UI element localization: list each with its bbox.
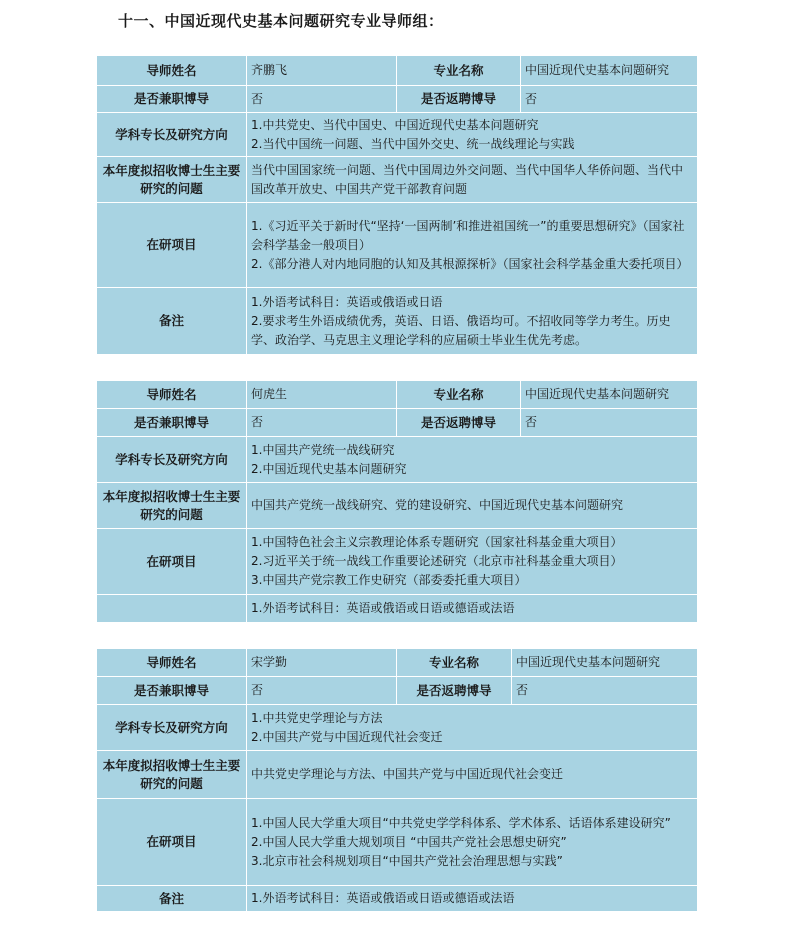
rehired-value: 否: [521, 409, 698, 437]
section-title: 十一、中国近现代史基本问题研究专业导师组：: [118, 12, 444, 30]
specialty-value: [247, 113, 698, 157]
mentor-table-1: [96, 55, 698, 355]
projects-value: [247, 203, 698, 288]
specialty-value: [247, 437, 698, 483]
specialty-line: 1.中共党史、当代中国史、中国近现代史基本问题研究: [251, 117, 539, 132]
project-line: 3.中国共产党宗教工作史研究（部委委托重大项目）: [251, 573, 527, 587]
mentor-table-3: [96, 648, 698, 912]
label-enroll: 本年度拟招收博士生主要研究的问题: [97, 751, 247, 799]
label-notes: 备注: [97, 886, 247, 912]
specialty-line: 1.中国共产党统一战线研究: [251, 442, 395, 457]
major-value: 中国近现代史基本问题研究: [512, 649, 698, 677]
enroll-line: 中共党史学理论与方法、中国共产党与中国近现代社会变迁: [251, 767, 564, 781]
enroll-line: 中国共产党统一战线研究、党的建设研究、中国近现代史基本问题研究: [251, 498, 624, 512]
enroll-line: 当代中国国家统一问题、当代中国周边外交问题、当代中国华人华侨问题、当代中国改革开放史、中国共产党干部教育问题: [251, 162, 684, 196]
project-line: 1.中国特色社会主义宗教理论体系专题研究（国家社科基金重大项目）: [251, 535, 623, 549]
project-line: 2.《部分港人对内地同胞的认知及其根源探析》（国家社会科学基金重大委托项目）: [251, 256, 689, 271]
major-value: 中国近现代史基本问题研究: [521, 381, 698, 409]
specialty-line: 2.中国共产党与中国近现代社会变迁: [251, 729, 443, 744]
project-line: 1.《习近平关于新时代“坚持‘一国两制’和推进祖国统一”的重要思想研究》（国家社会科学基金一般项目）: [251, 218, 685, 252]
label-enroll: 本年度拟招收博士生主要研究的问题: [97, 483, 247, 529]
label-specialty: 学科专长及研究方向: [97, 113, 247, 157]
mentor-table-2: [96, 380, 698, 623]
projects-value: [247, 529, 698, 595]
project-line: 2.中国人民大学重大规划项目 “中国共产党社会思想史研究”: [251, 834, 567, 849]
note-line: 1.外语考试科目：英语或俄语或日语或德语或法语: [251, 601, 515, 615]
projects-value: [247, 799, 698, 886]
enroll-value: [247, 483, 698, 529]
specialty-value: [247, 705, 698, 751]
part-time-value: 否: [247, 409, 397, 437]
label-notes: 备注: [97, 288, 247, 355]
label-part-time: 是否兼职博导: [97, 677, 247, 705]
label-name: 导师姓名: [97, 381, 247, 409]
specialty-line: 2.中国近现代史基本问题研究: [251, 461, 407, 476]
note-line: 2.要求考生外语成绩优秀，英语、日语、俄语均可。不招收同等学力考生。历史学、政治学、马克思主义理论学科的应届硕士毕业生优先考虑。: [251, 313, 671, 347]
rehired-value: 否: [512, 677, 698, 705]
label-specialty: 学科专长及研究方向: [97, 437, 247, 483]
notes-value: [247, 886, 698, 912]
label-rehired: 是否返聘博导: [397, 409, 521, 437]
project-line: 2.习近平关于统一战线工作重要论述研究（北京市社科基金重大项目）: [251, 554, 623, 568]
label-major: 专业名称: [397, 649, 512, 677]
mentor-name: 齐鹏飞: [247, 56, 397, 86]
project-line: 1.中国人民大学重大项目“中共党史学学科体系、学术体系、话语体系建设研究”: [251, 815, 671, 830]
specialty-line: 2.当代中国统一问题、当代中国外交史、统一战线理论与实践: [251, 136, 575, 151]
notes-value: [247, 288, 698, 355]
rehired-value: 否: [521, 86, 698, 113]
major-value: 中国近现代史基本问题研究: [521, 56, 698, 86]
note-line: 1.外语考试科目：英语或俄语或日语: [251, 294, 443, 309]
part-time-value: 否: [247, 86, 397, 113]
label-projects: 在研项目: [97, 529, 247, 595]
label-notes-empty: [97, 595, 247, 623]
label-major: 专业名称: [397, 381, 521, 409]
notes-value: [247, 595, 698, 623]
note-line: 1.外语考试科目：英语或俄语或日语或德语或法语: [251, 891, 515, 905]
label-projects: 在研项目: [97, 203, 247, 288]
label-part-time: 是否兼职博导: [97, 409, 247, 437]
part-time-value: 否: [247, 677, 397, 705]
label-specialty: 学科专长及研究方向: [97, 705, 247, 751]
project-line: 3.北京市社会科规划项目“中国共产党社会治理思想与实践”: [251, 853, 563, 868]
enroll-value: [247, 157, 698, 203]
mentor-name: 宋学勤: [247, 649, 397, 677]
label-name: 导师姓名: [97, 649, 247, 677]
label-major: 专业名称: [397, 56, 521, 86]
label-enroll: 本年度拟招收博士生主要研究的问题: [97, 157, 247, 203]
label-part-time: 是否兼职博导: [97, 86, 247, 113]
label-name: 导师姓名: [97, 56, 247, 86]
label-projects: 在研项目: [97, 799, 247, 886]
label-rehired: 是否返聘博导: [397, 677, 512, 705]
mentor-name: 何虎生: [247, 381, 397, 409]
enroll-value: [247, 751, 698, 799]
specialty-line: 1.中共党史学理论与方法: [251, 710, 383, 725]
label-rehired: 是否返聘博导: [397, 86, 521, 113]
